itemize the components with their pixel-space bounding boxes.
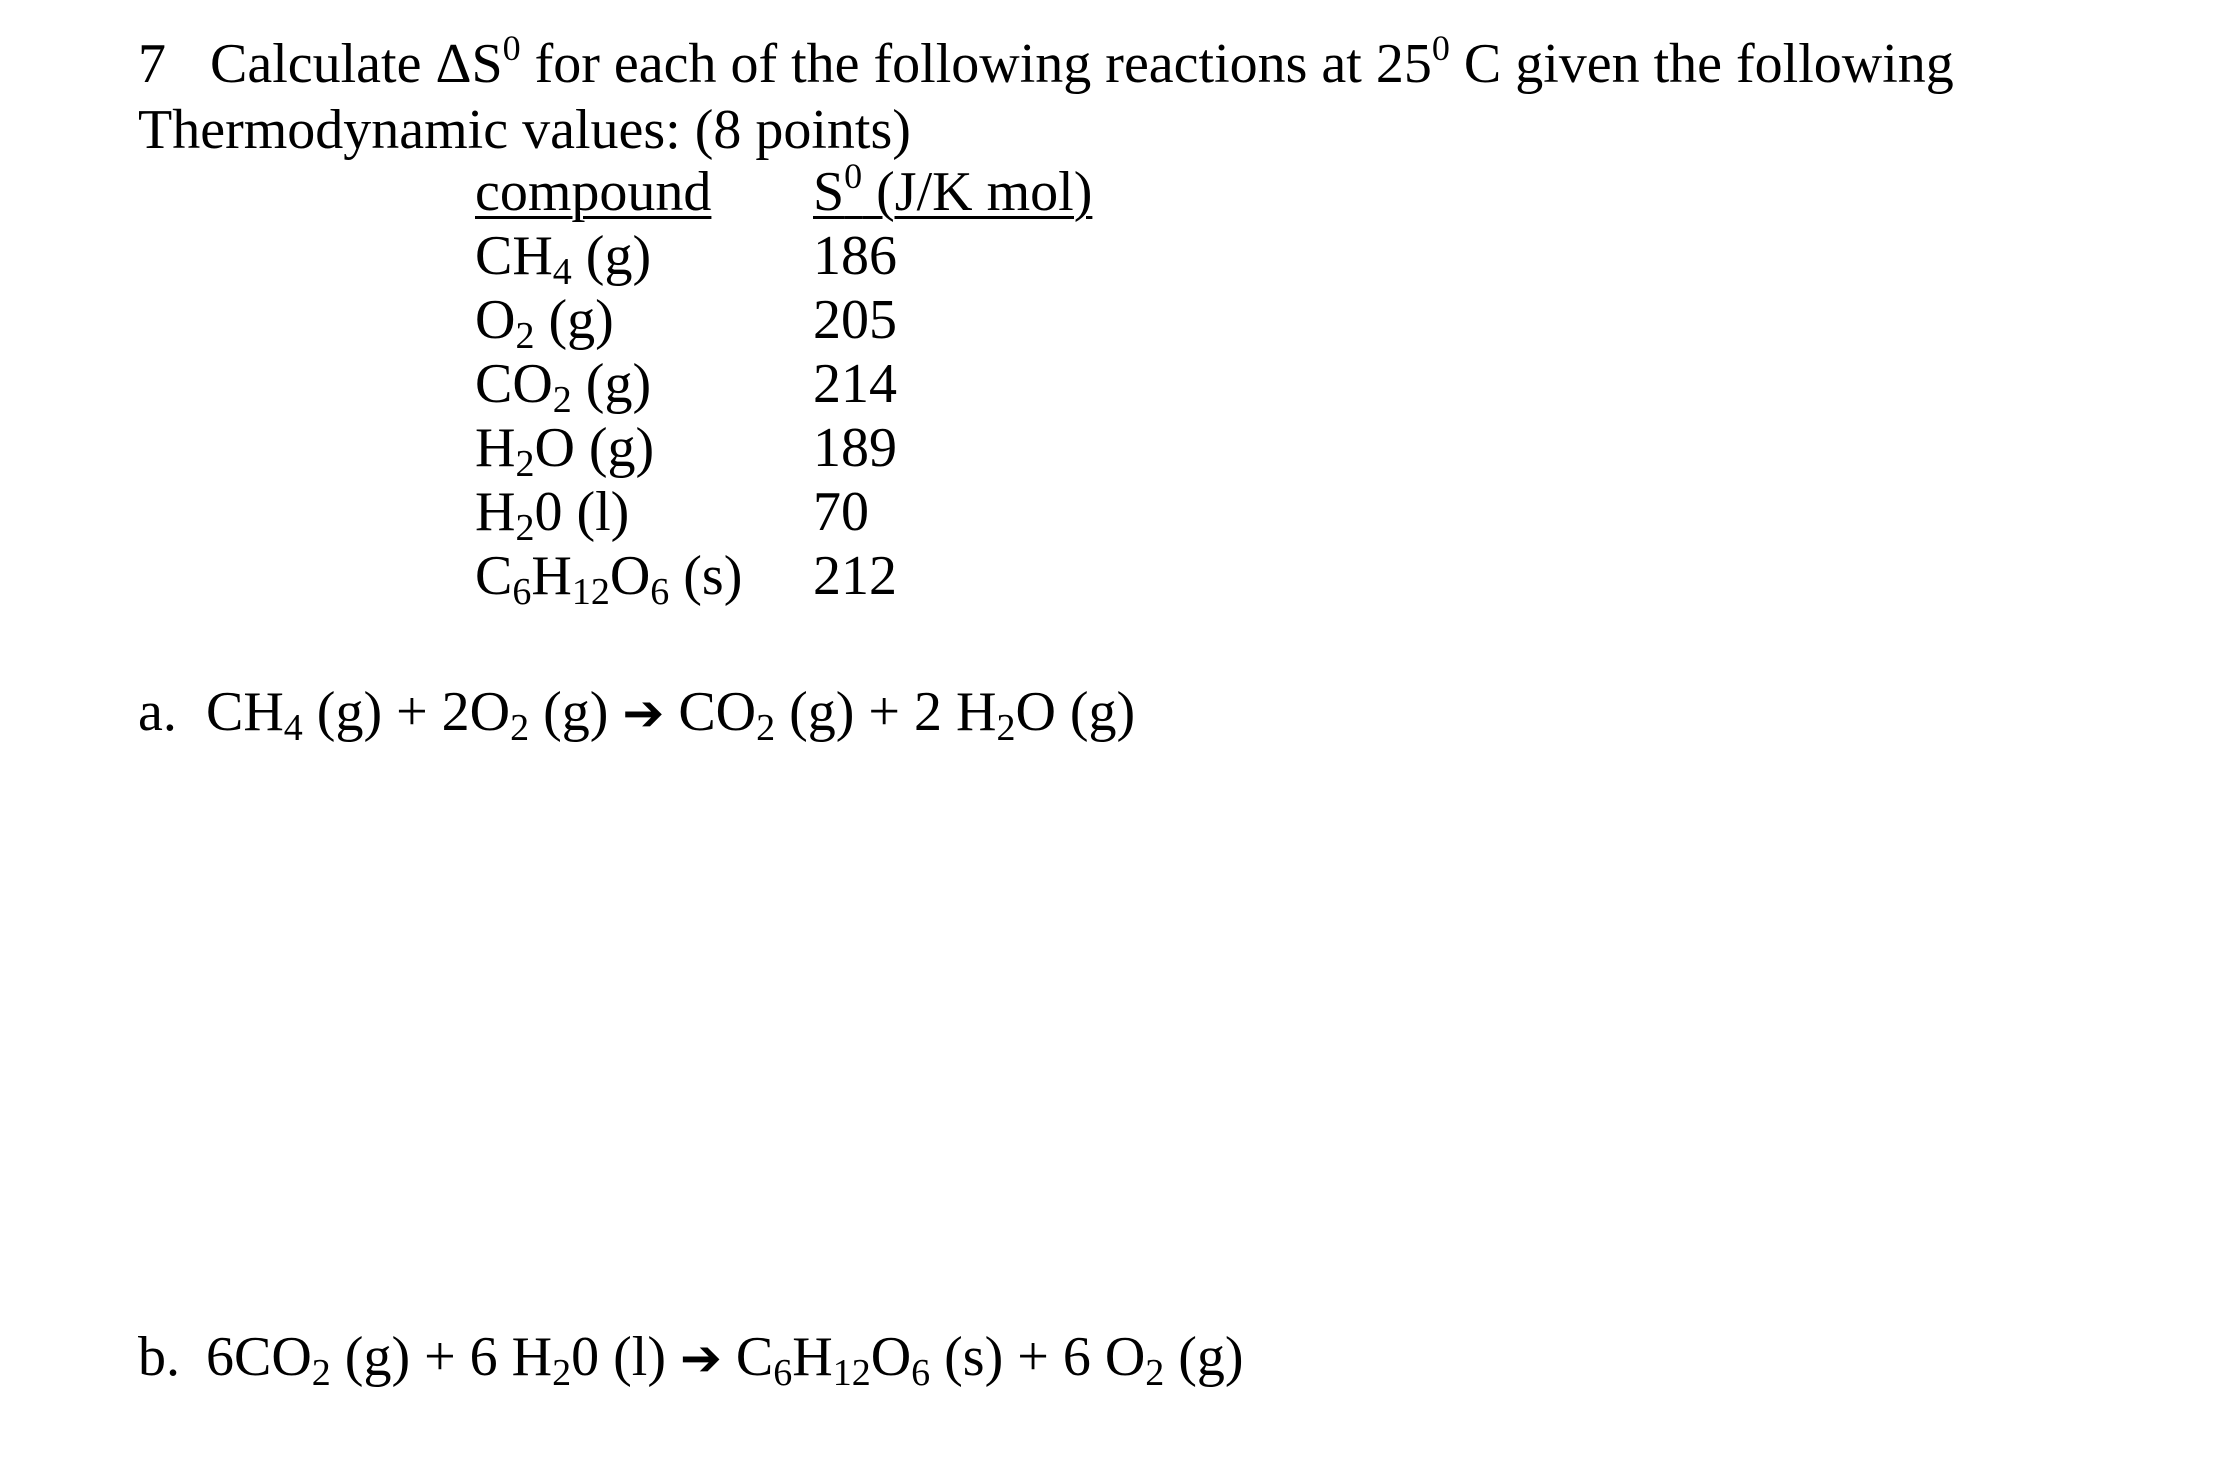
reaction-b: b. 6CO2 (g) + 6 H20 (l) ➔ C6H12O6 (s) + 6 O2 (g) — [138, 1326, 1244, 1394]
entropy-cell: 186 — [813, 225, 897, 287]
table-header-row — [475, 156, 1093, 224]
table-row — [475, 288, 1092, 357]
reaction-arrow-icon: ➔ — [679, 1329, 722, 1387]
compound-cell: CO2 (g) — [475, 353, 652, 421]
table-row — [475, 480, 1092, 549]
entropy-cell: 212 — [813, 545, 897, 607]
entropy-cell: 214 — [813, 353, 897, 415]
question-text-prefix: Calculate ΔS — [210, 33, 503, 95]
superscript-zero: 0 — [502, 28, 521, 68]
question-number: 7 — [138, 33, 166, 95]
question-text-middle: for each of the following reactions at 25 — [520, 33, 1432, 95]
part-b-label: b. — [138, 1326, 180, 1388]
header-entropy: $S^0$ (J/K mol) — [813, 156, 1093, 223]
part-a-label: a. — [138, 681, 177, 743]
question-text-suffix: C given the following — [1449, 33, 1954, 95]
table-row — [475, 416, 1092, 485]
reaction-arrow-icon: ➔ — [622, 684, 665, 742]
header-compound: compound — [475, 161, 712, 223]
entropy-cell: 189 — [813, 417, 897, 479]
compound-cell: H2O (g) — [475, 417, 655, 485]
compound-cell: O2 (g) — [475, 289, 614, 357]
entropy-cell: 70 — [813, 481, 869, 543]
compound-cell: C6H12O6 (s) — [475, 545, 743, 613]
compound-cell: CH4 (g) — [475, 225, 652, 293]
reaction-a: a. CH4 (g) + 2O2 (g) ➔ CO2 (g) + 2 H2O (g) — [138, 681, 1136, 749]
entropy-table — [475, 156, 1093, 613]
question-line-2: Thermodynamic values: (8 points) — [138, 99, 911, 161]
entropy-cell: 205 — [813, 289, 897, 351]
table-row — [475, 352, 1092, 421]
compound-cell: H20 (l) — [475, 481, 630, 549]
superscript-zero: 0 — [1431, 28, 1450, 68]
table-row — [475, 544, 1092, 613]
table-row — [475, 224, 1092, 293]
question-line-1 — [138, 28, 1954, 102]
